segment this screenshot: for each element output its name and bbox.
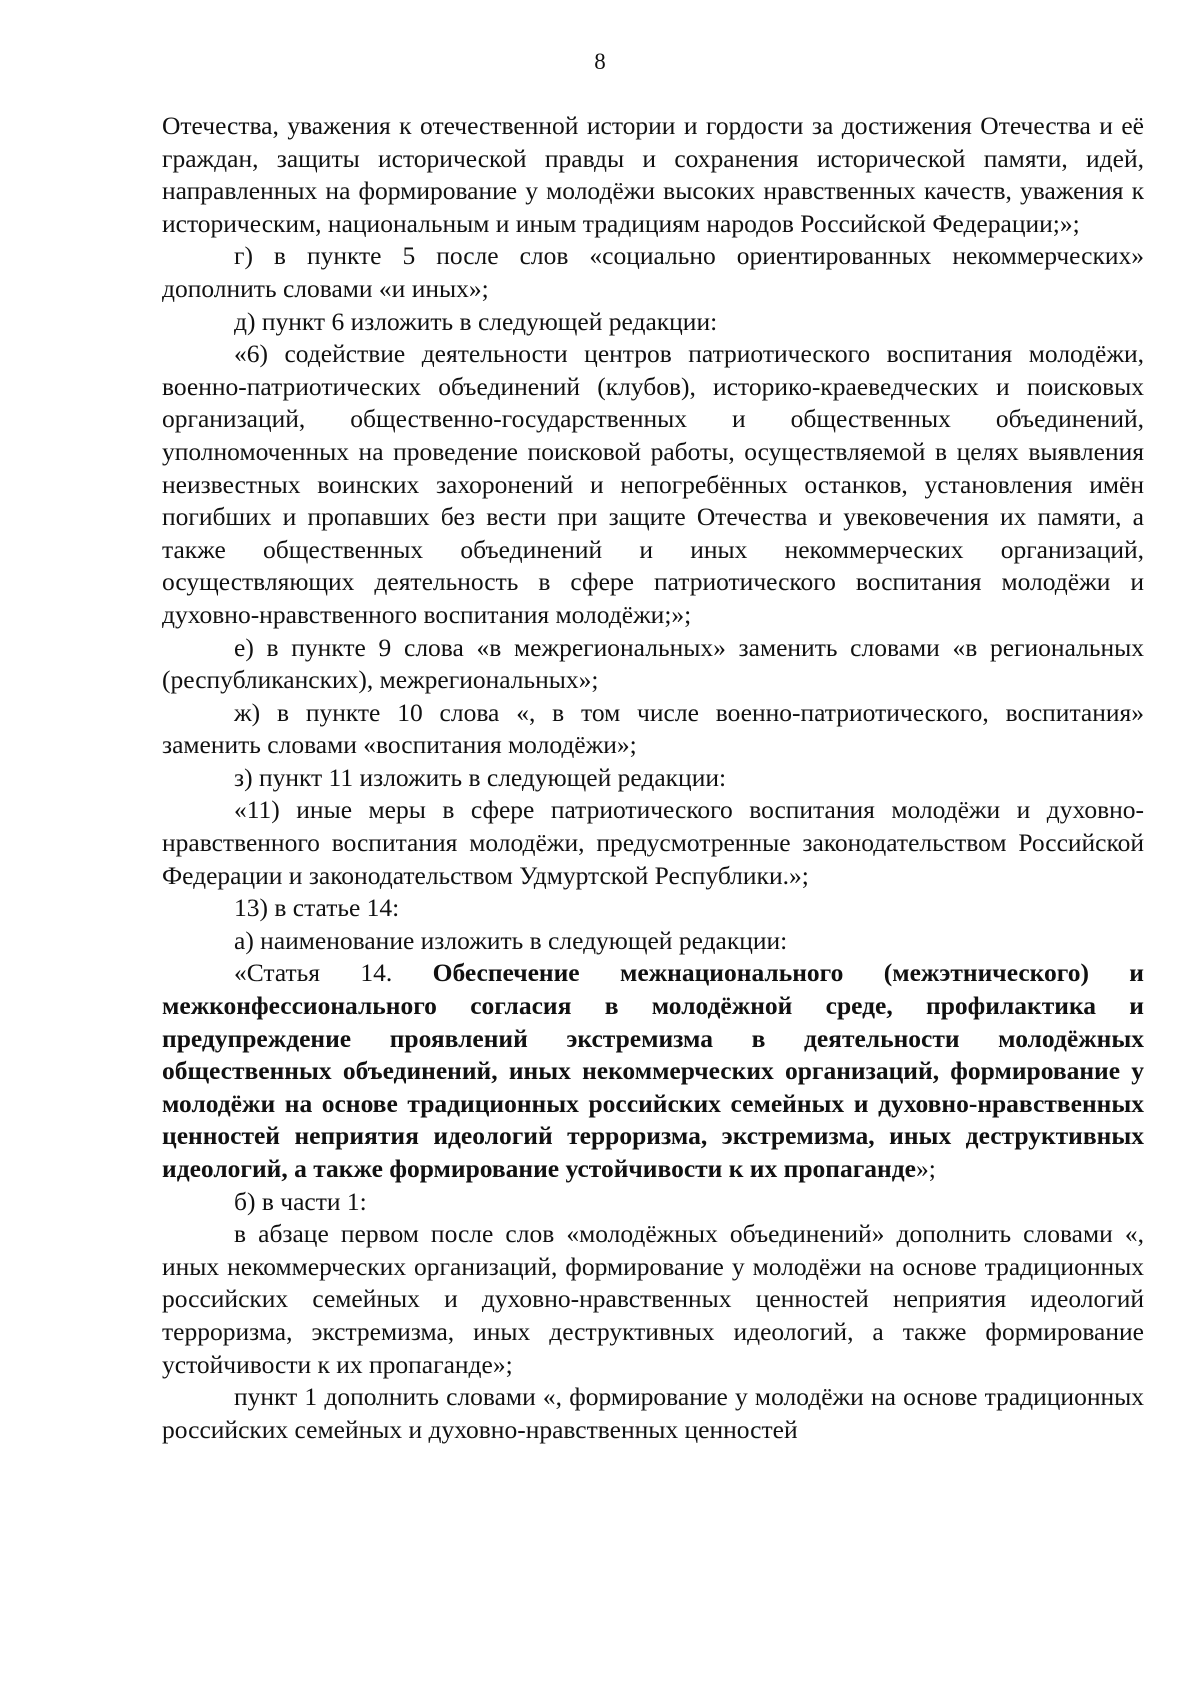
article-heading-prefix: «Статья 14. <box>234 958 433 988</box>
paragraph-point-1: пункт 1 дополнить словами «, формирование у молодёжи на основе традиционных российских семейных и духовно-нравственных ценностей <box>162 1382 1144 1444</box>
paragraph-article-13: 13) в статье 14: <box>234 893 400 923</box>
article-14-heading <box>162 957 1144 1185</box>
paragraph-item-b: б) в части 1: <box>234 1186 367 1216</box>
paragraph-item-e: е) в пункте 9 слова «в межрегиональных» заменить словами «в региональных (республиканских), межрегиональных»; <box>162 632 1144 695</box>
paragraph-first-abzac: в абзаце первом после слов «молодёжных объединений» дополнить словами «, иных некоммерческих организаций, формирование у молодёжи на основе традиционных российских семейных и духовно-нравственных ценностей неприятия идеологий терроризма, экстремизма, иных деструктивных идеологий, а также формирование устойчивости к их пропаганде»; <box>162 1219 1144 1379</box>
document-body <box>162 110 1144 1446</box>
article-heading-title: Обеспечение межнационального (межэтнического) и межконфессионального согласия в молодёжной среде, профилактика и предупреждение проявлений экстремизма в деятельности молодёжных общественных объединений, иных некоммерческих организаций, формирование у молодёжи на основе традиционных российских семейных и духовно-нравственных ценностей неприятия идеологий терроризма, экстремизма, иных деструктивных идеологий, а также формирование устойчивости к их пропаганде <box>162 958 1144 1183</box>
paragraph-point-6: «6) содействие деятельности центров патриотического воспитания молодёжи, военно-патриотических объединений (клубов), историко-краеведческих и поисковых организаций, общественно-государственных и общественных объединений, уполномоченных на проведение поисковой работы, осуществляемой в целях выявления неизвестных воинских захоронений и непогребённых останков, установления имён погибших и пропавших без вести при защите Отечества и увековечения их памяти, а также общественных объединений и иных некоммерческих организаций, осуществляющих деятельность в сфере патриотического воспитания молодёжи и духовно-нравственного воспитания молодёжи;»; <box>162 339 1144 629</box>
paragraph-point-11: «11) иные меры в сфере патриотического воспитания молодёжи и духовно-нравственного воспитания молодёжи, предусмотренные законодательством Российской Федерации и законодательством Удмуртской Республики.»; <box>162 795 1144 890</box>
paragraph-item-g: г) в пункте 5 после слов «социально ориентированных некоммерческих» дополнить словами «и иных»; <box>162 241 1144 303</box>
paragraph-continuation: Отечества, уважения к отечественной истории и гордости за достижения Отечества и её граждан, защиты исторической правды и сохранения исторической памяти, идей, направленных на формирование у молодёжи высоких нравственных качеств, уважения к историческим, национальным и иным традициям народов Российской Федерации;»; <box>162 111 1144 238</box>
paragraph-item-zh: ж) в пункте 10 слова «, в том числе военно-патриотического, воспитания» заменить словами «воспитания молодёжи»; <box>162 697 1144 760</box>
article-heading-suffix: »; <box>915 1154 936 1183</box>
paragraph-item-z: з) пункт 11 изложить в следующей редакции: <box>234 762 727 792</box>
paragraph-item-d: д) пункт 6 изложить в следующей редакции: <box>234 306 718 336</box>
paragraph-item-a: а) наименование изложить в следующей редакции: <box>234 925 788 955</box>
page-number: 8 <box>594 49 606 74</box>
